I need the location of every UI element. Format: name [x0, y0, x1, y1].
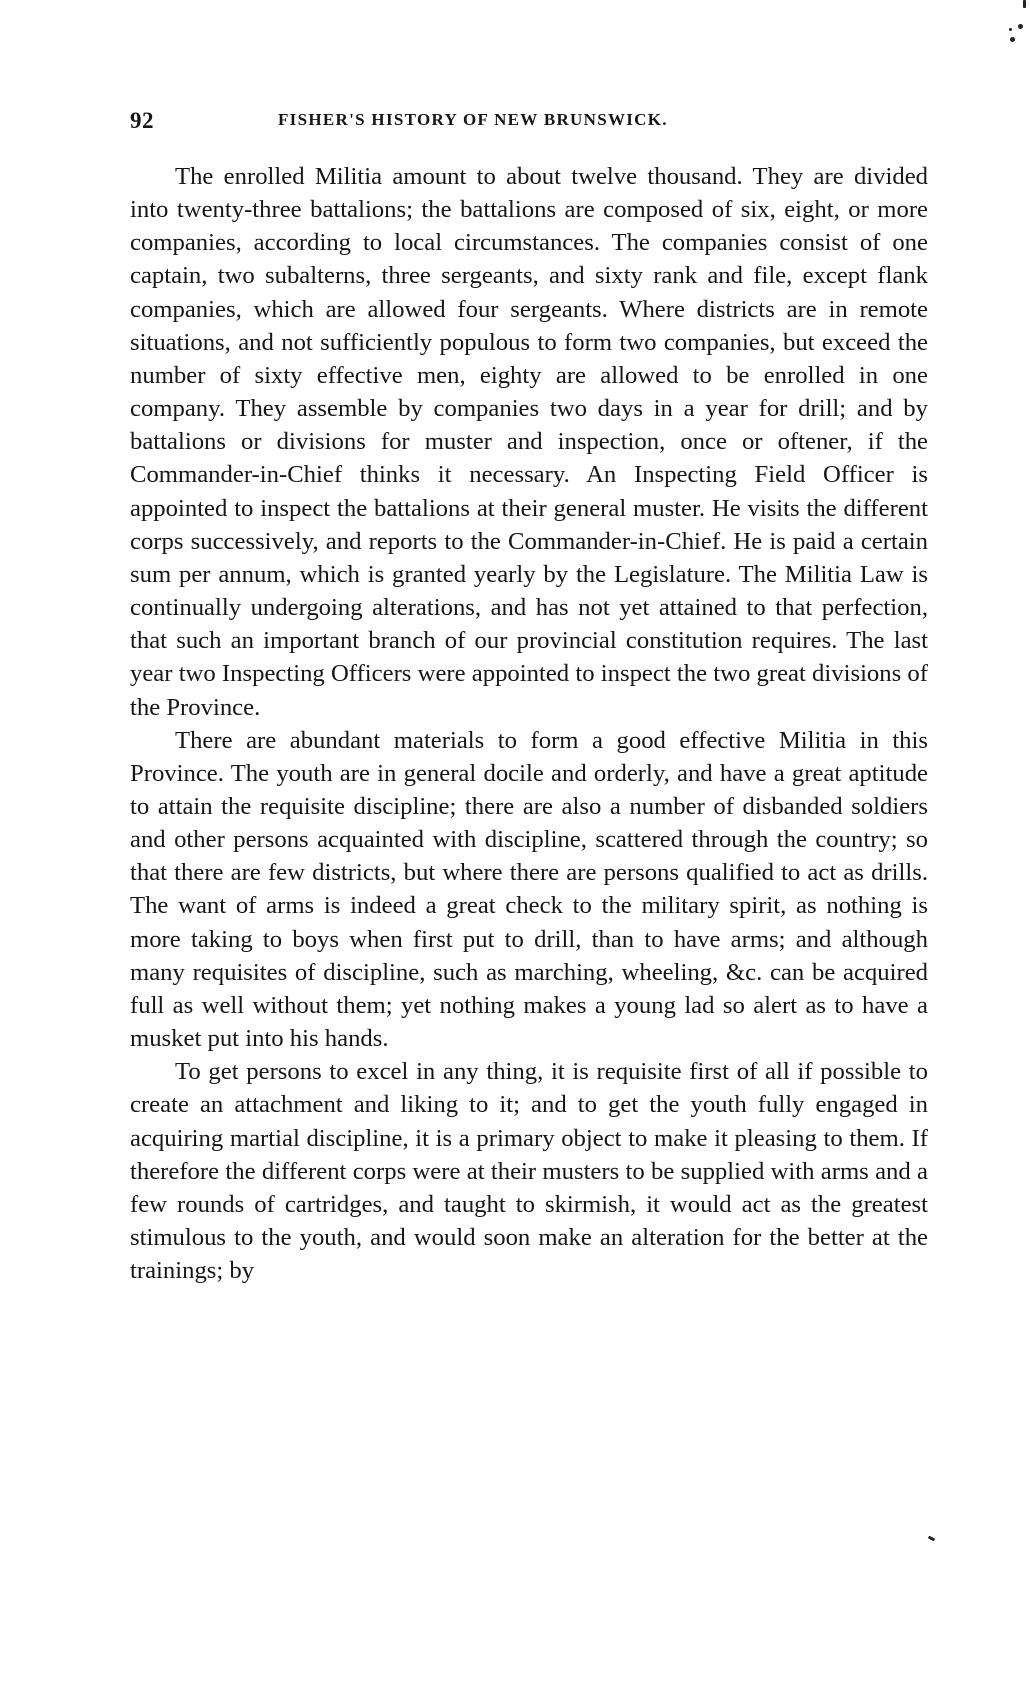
running-title: FISHER'S HISTORY OF NEW BRUNSWICK.: [278, 110, 668, 129]
paragraph: The enrolled Militia amount to about twelve thousand. They are divided into twenty-three battalions; the battalions are composed of six, eight, or more companies, according to local circumstances. The companies consist of one captain, two subalterns, three sergeants, and sixty rank and file, except flank companies, which are allowed four sergeants. Where districts are in remote situations, and not sufficiently populous to form two companies, but exceed the number of sixty effective men, eighty are allowed to be enrolled in one company. They assemble by companies two days in a year for drill; and by battalions or divisions for muster and inspection, once or oftener, if the Commander-in-Chief thinks it necessary. An Inspecting Field Officer is appointed to inspect the battalions at their general muster. He visits the different corps successively, and reports to the Commander-in-Chief. He is paid a certain sum per annum, which is granted yearly by the Legislature. The Militia Law is continually undergoing alterations, and has not yet attained to that perfection, that such an important branch of our provincial constitution requires. The last year two Inspecting Officers were appointed to inspect the two great divisions of the Province.: [130, 163, 928, 721]
scan-speck: [1010, 37, 1015, 42]
paragraph: There are abundant materials to form a good effective Militia in this Province. The youth are in general docile and orderly, and have a great aptitude to attain the requisite discipline; there are also a number of disbanded soldiers and other persons acquainted with discipline, scattered through the country; so that there are few districts, but where there are persons qualified to act as drills. The want of arms is indeed a great check to the military spirit, as nothing is more taking to boys when first put to drill, than to have arms; and although many requisites of discipline, such as marching, wheeling, &c. can be acquired full as well without them; yet nothing makes a young lad so alert as to have a musket put into his hands.: [130, 726, 928, 1053]
page-header: [130, 108, 928, 138]
scan-speck: [928, 1536, 936, 1542]
page-number: 92: [130, 108, 154, 133]
scan-speck: [1023, 0, 1026, 8]
scan-speck: [1018, 24, 1023, 29]
body-text: [130, 160, 928, 1287]
scan-speck: [1009, 28, 1012, 31]
paragraph: To get persons to excel in any thing, it is requisite first of all if possible to create an attachment and liking to it; and to get the youth fully engaged in acquiring martial discipline, it is a primary object to make it pleasing to them. If therefore the different corps were at their musters to be supplied with arms and a few rounds of cartridges, and taught to skirmish, it would act as the greatest stimulous to the youth, and would soon make an alteration for the better at the trainings; by: [130, 1058, 928, 1285]
